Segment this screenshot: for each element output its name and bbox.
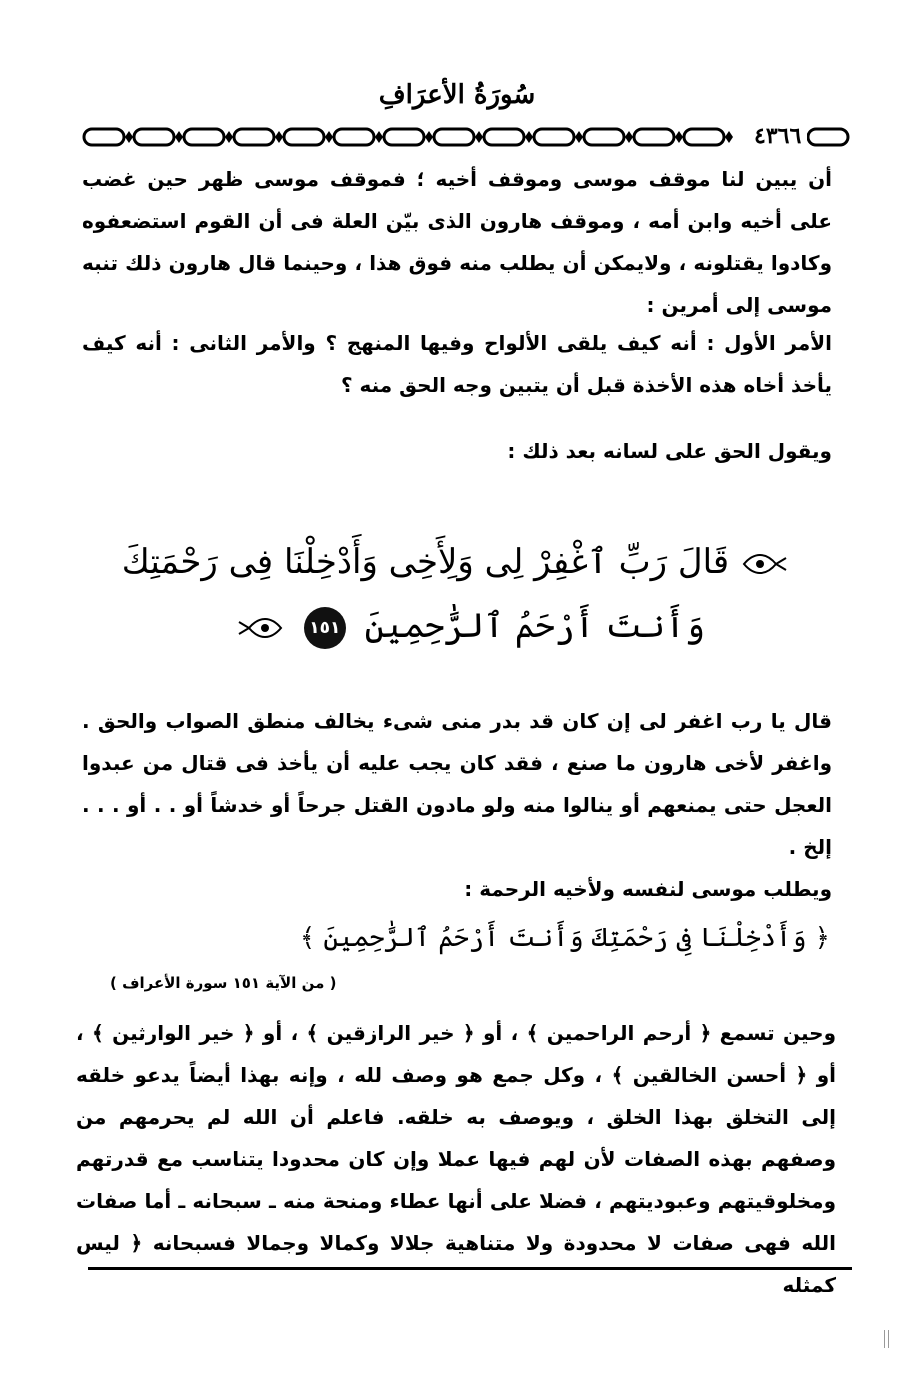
ayah-number-badge: ١٥١ xyxy=(304,607,346,649)
verse-citation: ( من الآية ١٥١ سورة الأعراف ) xyxy=(110,974,337,992)
page-number: ٤٣٦٦ xyxy=(748,124,807,148)
verse-open-ornament-icon xyxy=(740,549,790,579)
surah-title: سُورَةُ الأعرَافِ xyxy=(378,80,536,110)
paragraph-4: قال يا رب اغفر لى إن كان قد بدر منى شىء يخالف منطق الصواب والحق . واغفر لأخى هارون ما صنع ، فقد كان يجب عليه أن يأخذ فى قتال من عبدوا العجل حتى يمنعهم أو ينالوا منه ولو مادون القتل جرحاً أو خدشاً أو . . أو . . . إلخ . xyxy=(82,709,832,859)
scan-margin-mark xyxy=(884,1330,889,1348)
paragraph-6: وحين تسمع ﴿ أرحم الراحمين ﴾ ، أو ﴿ خير الرازقين ﴾ ، أو ﴿ خير الوارثين ﴾ ، أو ﴿ أحسن الخالقين ﴾ ، وكل جمع هو وصف لله ، وإنه بهذا أيضاً يدعو خلقه إلى التخلق بهذا الخلق ، ويوصف به خلقه. فاعلم أن الله لم يحرمهم من وصفهم بهذه الصفات لأن لهم فيها عملا وإن كان محدودا يتناسب مع قدرتهم ومخلوقيتهم وعبوديتهم ، فضلا على أنها عطاء ومنحة منه ـ سبحانه ـ أما صفات الله فهى صفات لا محدودة ولا متناهية جلالا وكمالا وجمالا فسبحانه ﴿ ليس كمثله xyxy=(76,1021,836,1297)
verse-close-ornament-icon xyxy=(235,613,285,643)
quoted-verse: ﴿ وَأَدْخِلْنَا فِى رَحْمَتِكَ وَأَنتَ أَرْحَمُ ٱلرَّٰحِمِينَ ﴾ xyxy=(299,923,830,953)
paragraph-1: أن يبين لنا موقف موسى وموقف أخيه ؛ فموقف موسى ظهر حين غضب على أخيه وابن أمه ، وموقف هارون الذى بيّن العلة فى أن القوم استضعفوه وكادوا يقتلونه ، ولايمكن أن يطلب منه فوق هذا ، وحينما قال هارون ذلك تنبه موسى إلى أمرين : xyxy=(82,167,832,317)
decorative-chain-border xyxy=(82,124,852,150)
quran-verse-block xyxy=(121,530,790,658)
verse-text-line-1: قَالَ رَبِّ ٱغْفِرْ لِى وَلِأَخِى وَأَدْخِلْنَا فِى رَحْمَتِكَ xyxy=(121,542,730,582)
verse-line-2 xyxy=(150,594,790,658)
paragraph-5: ويطلب موسى لنفسه ولأخيه الرحمة : xyxy=(464,877,832,901)
paragraph-3: ويقول الحق على لسانه بعد ذلك : xyxy=(507,439,832,463)
verse-text-line-2: وَأَنتَ أَرْحَمُ ٱلرَّٰحِمِينَ xyxy=(364,606,705,646)
verse-line-1 xyxy=(121,530,790,594)
paragraph-2: الأمر الأول : أنه كيف يلقى الألواح وفيها المنهج ؟ والأمر الثانى : أنه كيف يأخذ أخاه هذه الأخذة قبل أن يتبين وجه الحق منه ؟ xyxy=(82,331,832,397)
footer-rule xyxy=(88,1267,852,1270)
